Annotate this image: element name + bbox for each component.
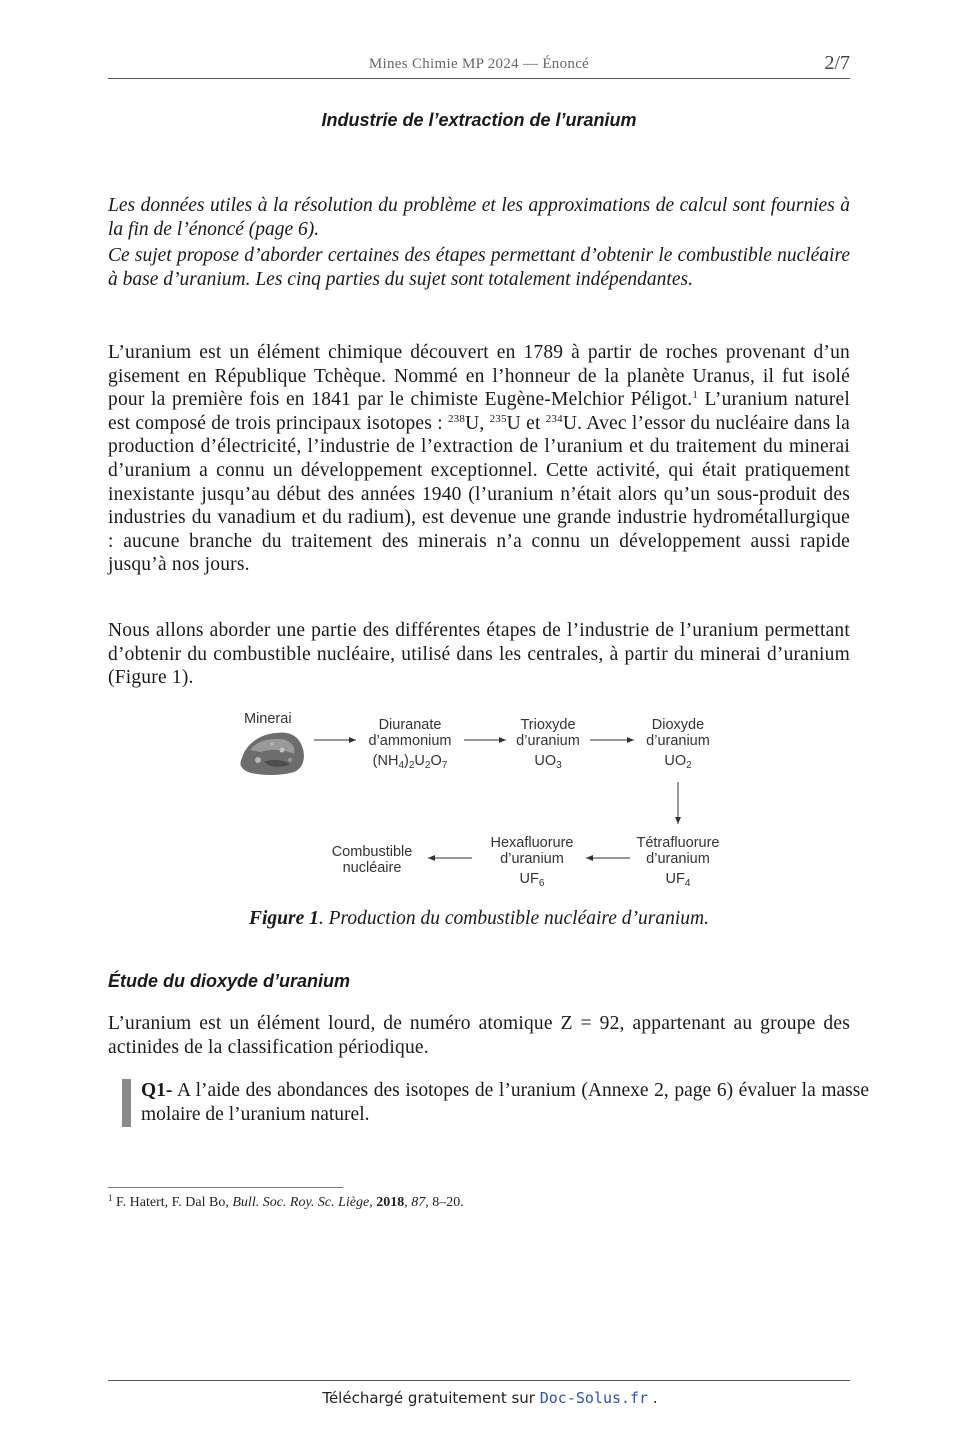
doc-solus-link[interactable]: Doc-Solus.fr — [539, 1389, 649, 1407]
formula-diuranate: $(NH_4)_2U_2O_7$ — [372, 753, 448, 771]
label-trioxyde: Trioxyde d’uranium — [516, 717, 580, 749]
footer-divider — [108, 1380, 850, 1381]
body-paragraph-1 — [108, 341, 850, 577]
header-title: Mines Chimie MP 2024 — Énoncé — [368, 56, 590, 72]
section-title: Étude du dioxyde d’uranium — [108, 971, 351, 991]
page-footer: Téléchargé gratuitement sur Doc-Solus.fr . — [322, 1389, 658, 1407]
isotope-234-mass: 234 — [545, 412, 563, 425]
footnote-year: 2018 — [376, 1195, 405, 1210]
question-q1 — [122, 1079, 869, 1127]
figure-1-diagram — [220, 706, 760, 902]
formula-tetrafluorure: $UF_4$ — [665, 871, 691, 889]
label-diuranate: Diuranate d’ammonium — [368, 717, 452, 749]
formula-trioxyde: $UO_3$ — [534, 753, 562, 771]
question-text: A l’aide des abondances des isotopes de l’uranium (Annexe 2, page 6) évaluer la masse molaire de l’uranium naturel. — [141, 1080, 869, 1125]
footnote: $^1$ F. Hatert, F. Dal Bo, Bull. Soc. Roy. Sc. Liège, 2018, 87, 8–20. — [108, 1193, 464, 1210]
body-paragraph-3 — [108, 1012, 850, 1059]
footnote-divider — [108, 1187, 343, 1188]
intro-paragraph-2: Ce sujet propose d’aborder certaines des étapes permettant d’obtenir le combustible nucléaire à base d’uranium. Les cinq parties du sujet sont totalement indépendantes. — [108, 245, 850, 290]
document-title: Industrie de l’extraction de l’uranium — [321, 110, 637, 130]
isotope-235: U et — [506, 412, 546, 434]
intro-paragraph-1: Les données utiles à la résolution du problème et les approximations de calcul sont fournies à la fin de l’énoncé (page 6). — [108, 195, 850, 240]
label-minerai: Minerai — [244, 711, 292, 727]
p1-text-a: L’uranium est un élément chimique découvert en 1789 à partir de roches provenant d’un gisement en République Tchèque. Nommé en l’honneur de la planète Uranus, il fut isolé pour la première fois en 1841 par le chimiste Eugène-Melchior Péligot. — [108, 342, 850, 411]
p3-text: L’uranium est un élément lourd, de numéro atomique Z = 92, appartenant au groupe des actinides de la classification périodique. — [108, 1013, 850, 1058]
label-combustible: Combustible nucléaire — [331, 844, 413, 876]
isotope-234: U. — [562, 412, 583, 434]
isotope-238: U, — [465, 412, 490, 434]
label-dioxyde: Dioxyde d’uranium — [646, 717, 710, 749]
p2-text: Nous allons aborder une partie des différentes étapes de l’industrie de l’uranium permettant d’obtenir du combustible nucléaire, utilisé dans les centrales, à partir du minerai d’uranium (Figure 1). — [108, 620, 850, 689]
label-hexafluorure: Hexafluorure d’uranium — [490, 835, 574, 867]
footnote-journal: Bull. Soc. Roy. Sc. Liège — [232, 1195, 370, 1210]
page-header — [108, 52, 850, 79]
footnote-ref[interactable]: 1 — [692, 389, 699, 402]
body-paragraph-2 — [108, 619, 850, 690]
p1-text-c: Avec l’essor du nucléaire dans la production d’électricité, l’industrie de l’extraction de l’uranium et du traitement du minerai d’uranium a connu un développement exceptionnel. Cette activité, qui était pratiquement inexistante jusqu’au début des années 1940 (l’uranium n’était alors qu’un sous-produit des industries du vanadium et du radium), est devenue une grande industrie hydrométallurgique : aucune branche du traitement des minerais n’a connu un développement aussi rapide jusqu’à nos jours. — [108, 412, 850, 576]
figure-caption — [108, 908, 850, 930]
minerai-rock-icon — [240, 733, 303, 775]
intro-block — [108, 194, 850, 292]
footnote-volume: 87 — [411, 1195, 426, 1210]
p1-text-b: L’uranium naturel est composé de trois principaux isotopes : — [108, 389, 850, 434]
caption-text: . Production du combustible nucléaire d’uranium. — [318, 908, 709, 929]
footnote-mark: 1 — [108, 1193, 113, 1203]
caption-label: Figure 1 — [248, 908, 319, 929]
formula-hexafluorure: $UF_6$ — [519, 871, 545, 889]
isotope-238-mass: 238 — [447, 412, 466, 425]
page-number: 2/7 — [824, 52, 850, 74]
label-tetrafluorure: Tétrafluorure d’uranium — [636, 835, 720, 867]
isotope-235-mass: 235 — [489, 412, 507, 425]
formula-dioxyde: $UO_2$ — [664, 753, 692, 771]
question-label: Q1- — [141, 1080, 173, 1101]
